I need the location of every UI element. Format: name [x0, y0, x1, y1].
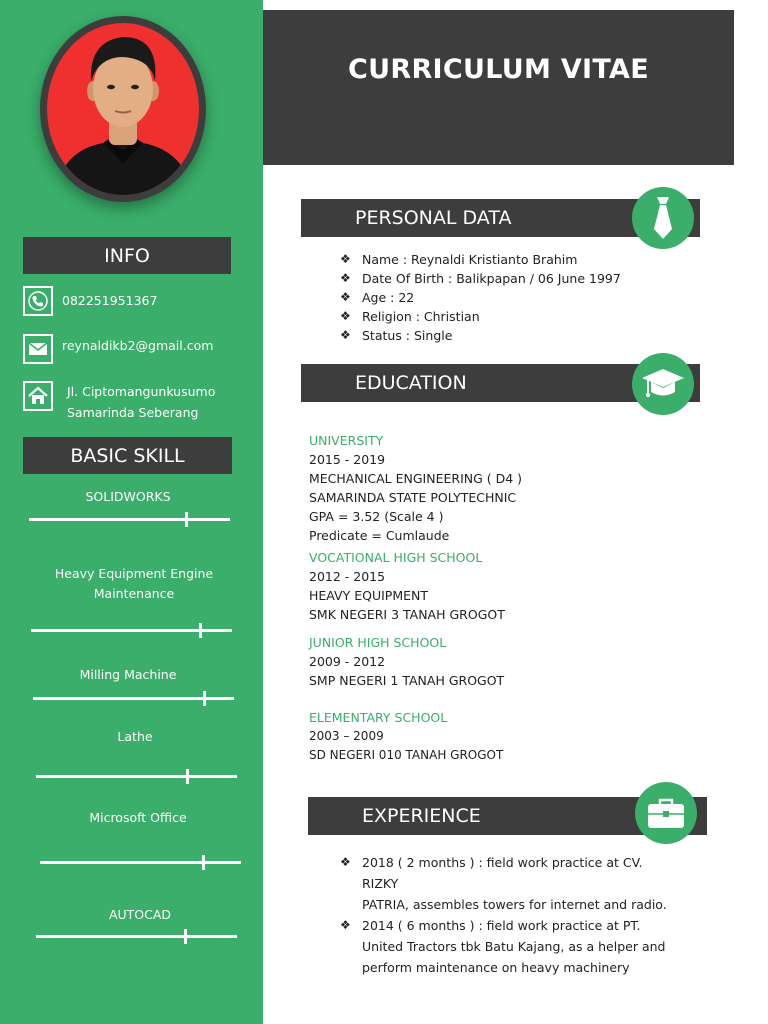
personal-data-list	[340, 250, 670, 345]
skill-label-line-2: Maintenance	[93, 586, 175, 601]
info-header	[23, 237, 231, 274]
diamond-bullet-icon: ❖	[340, 309, 351, 323]
skill-slider	[36, 935, 237, 938]
education-line: 2009 - 2012	[309, 654, 386, 669]
tie-icon	[632, 187, 694, 249]
skill-slider	[33, 697, 234, 700]
briefcase-icon	[635, 782, 697, 844]
skill-label: Heavy Equipment Engine	[54, 566, 214, 581]
email-address: reynaldikb2@gmail.com	[62, 338, 214, 353]
education-line: SAMARINDA STATE POLYTECHNIC	[309, 490, 517, 505]
education-elementary	[309, 708, 689, 765]
experience-list	[340, 852, 670, 978]
email-icon	[23, 334, 53, 364]
education-university	[309, 431, 689, 545]
list-item-text: United Tractors tbk Batu Kajang, as a helper and	[362, 939, 666, 954]
diamond-bullet-icon: ❖	[340, 252, 351, 266]
education-line: Predicate = Cumlaude	[309, 528, 450, 543]
phone-icon	[23, 286, 53, 316]
list-item	[340, 326, 670, 345]
phone-number: 082251951367	[62, 293, 158, 308]
list-item-text: Age : 22	[362, 290, 415, 305]
education-line: SD NEGERI 010 TANAH GROGOT	[309, 748, 504, 762]
skill-label: SOLIDWORKS	[85, 489, 171, 504]
person-silhouette-icon	[47, 23, 199, 195]
personal-data-header: PERSONAL DATA	[355, 207, 512, 229]
diamond-bullet-icon: ❖	[340, 290, 351, 304]
diamond-bullet-icon: ❖	[340, 918, 351, 932]
list-item	[340, 307, 670, 326]
graduation-cap-icon	[632, 353, 694, 415]
list-item-text: 2018 ( 2 months ) : field work practice at CV. RIZKY	[362, 855, 643, 891]
education-line: HEAVY EQUIPMENT	[309, 588, 428, 603]
education-level-label: JUNIOR HIGH SCHOOL	[309, 635, 447, 650]
education-vocational	[309, 548, 689, 624]
education-line: 2012 - 2015	[309, 569, 386, 584]
home-icon	[23, 381, 53, 411]
skill-slider	[36, 775, 237, 778]
skill-label: Microsoft Office	[89, 810, 187, 825]
list-item-text: perform maintenance on heavy machinery	[362, 960, 630, 975]
skill-level-marker	[202, 855, 205, 870]
title-banner	[263, 10, 734, 165]
skill-level-marker	[199, 623, 202, 638]
skill-slider	[40, 861, 241, 864]
list-item-text: Religion : Christian	[362, 309, 480, 324]
page-title: CURRICULUM VITAE	[348, 54, 649, 85]
education-line: GPA = 3.52 (Scale 4 )	[309, 509, 444, 524]
skill-label: Milling Machine	[79, 667, 177, 682]
education-line: 2003 – 2009	[309, 729, 384, 743]
list-item	[340, 852, 670, 915]
education-level-label: UNIVERSITY	[309, 433, 384, 448]
diamond-bullet-icon: ❖	[340, 271, 351, 285]
skill-level-marker	[184, 929, 187, 944]
education-level-label: VOCATIONAL HIGH SCHOOL	[309, 550, 483, 565]
info-header-label: INFO	[104, 244, 150, 267]
skill-label: Lathe	[117, 729, 153, 744]
list-item-text: PATRIA, assembles towers for internet and radio.	[362, 897, 667, 912]
education-junior	[309, 633, 689, 690]
profile-photo	[47, 23, 199, 195]
education-level-label: ELEMENTARY SCHOOL	[309, 710, 448, 725]
list-item-text: Name : Reynaldi Kristianto Brahim	[362, 252, 578, 267]
education-line: SMP NEGERI 1 TANAH GROGOT	[309, 673, 505, 688]
list-item-text: 2014 ( 6 months ) : field work practice at PT.	[362, 918, 641, 933]
skill-slider	[31, 629, 232, 632]
education-line: SMK NEGERI 3 TANAH GROGOT	[309, 607, 505, 622]
education-line: MECHANICAL ENGINEERING ( D4 )	[309, 471, 523, 486]
basic-skill-header-label: BASIC SKILL	[70, 444, 185, 467]
skill-label: AUTOCAD	[108, 907, 172, 922]
list-item-text: Date Of Birth : Balikpapan / 06 June 1997	[362, 271, 621, 286]
experience-header: EXPERIENCE	[362, 805, 481, 827]
education-line: 2015 - 2019	[309, 452, 386, 467]
list-item-text: Status : Single	[362, 328, 453, 343]
address-line-2: Samarinda Seberang	[67, 405, 199, 420]
list-item	[340, 250, 670, 269]
skill-level-marker	[186, 769, 189, 784]
diamond-bullet-icon: ❖	[340, 328, 351, 342]
diamond-bullet-icon: ❖	[340, 855, 351, 869]
basic-skill-header	[23, 437, 232, 474]
education-header: EDUCATION	[355, 372, 467, 394]
skill-level-marker	[185, 512, 188, 527]
skill-slider	[29, 518, 230, 521]
skill-level-marker	[203, 691, 206, 706]
list-item	[340, 288, 670, 307]
address-line-1: Jl. Ciptomangunkusumo	[67, 384, 216, 399]
list-item	[340, 915, 670, 978]
list-item	[340, 269, 670, 288]
